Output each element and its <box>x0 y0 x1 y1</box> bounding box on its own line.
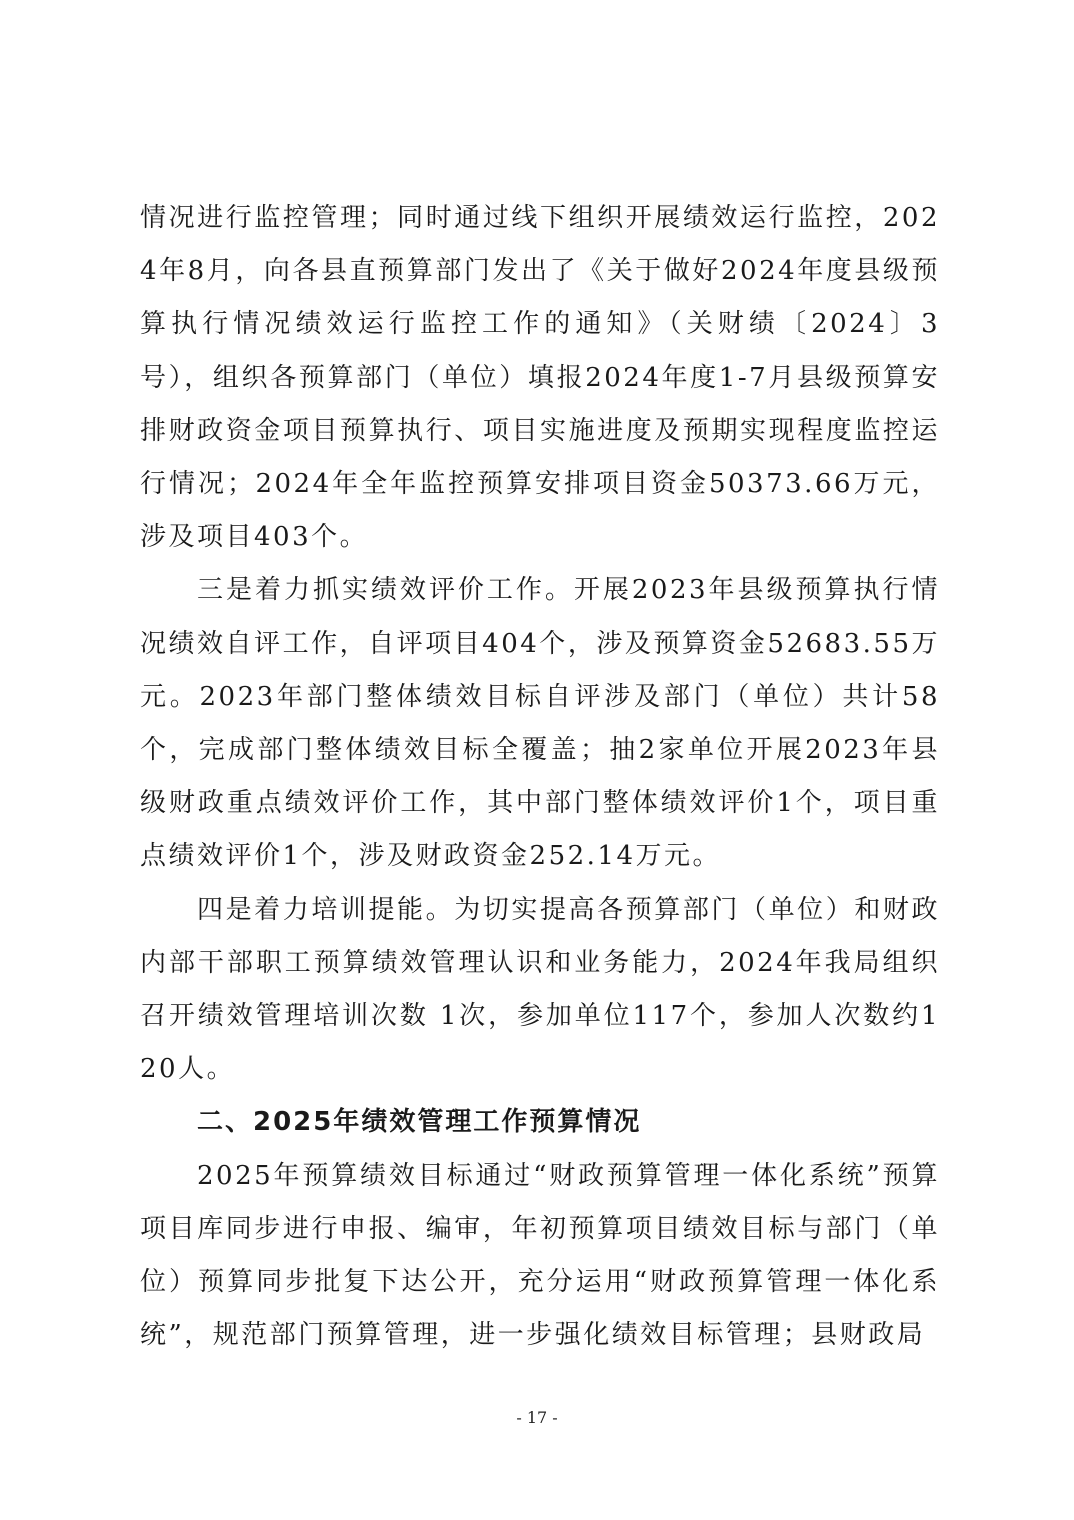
paragraph-2025-budget: 2025年预算绩效目标通过“财政预算管理一体化系统”预算项目库同步进行申报、编审，年初预算项目绩效目标与部门（单位）预算同步批复下达公开，充分运用“财政预算管理一体化系统”，规范部门预算管理，进一步强化绩效目标管理；县财政局 <box>140 1160 940 1351</box>
page-number: - 17 - <box>516 1408 558 1427</box>
section-heading: 二、2025年绩效管理工作预算情况 <box>197 1107 642 1138</box>
paragraph-performance-evaluation: 三是着力抓实绩效评价工作。开展2023年县级预算执行情况绩效自评工作，自评项目404个，涉及预算资金52683.55万元。2023年部门整体绩效目标自评涉及部门（单位）共计58个，完成部门整体绩效目标全覆盖；抽2家单位开展2023年县级财政重点绩效评价工作，其中部门整体绩效评价1个，项目重点绩效评价1个，涉及财政资金252.14万元。 <box>140 575 940 872</box>
paragraph-continued-monitoring: 情况进行监控管理；同时通过线下组织开展绩效运行监控，2024年8月，向各县直预算部门发出了《关于做好2024年度县级预算执行情况绩效运行监控工作的通知》（关财绩〔2024〕3号），组织各预算部门（单位）填报2024年度1-7月县级预算安排财政资金项目预算执行、项目实施进度及预期实现程度监控运行情况；2024年全年监控预算安排项目资金50373.66万元，涉及项目403个。 <box>140 203 940 553</box>
document-body <box>140 192 940 1362</box>
paragraph-training: 四是着力培训提能。为切实提高各预算部门（单位）和财政内部干部职工预算绩效管理认识和业务能力，2024年我局组织召开绩效管理培训次数 1次，参加单位117个，参加人次数约120人。 <box>140 894 940 1085</box>
